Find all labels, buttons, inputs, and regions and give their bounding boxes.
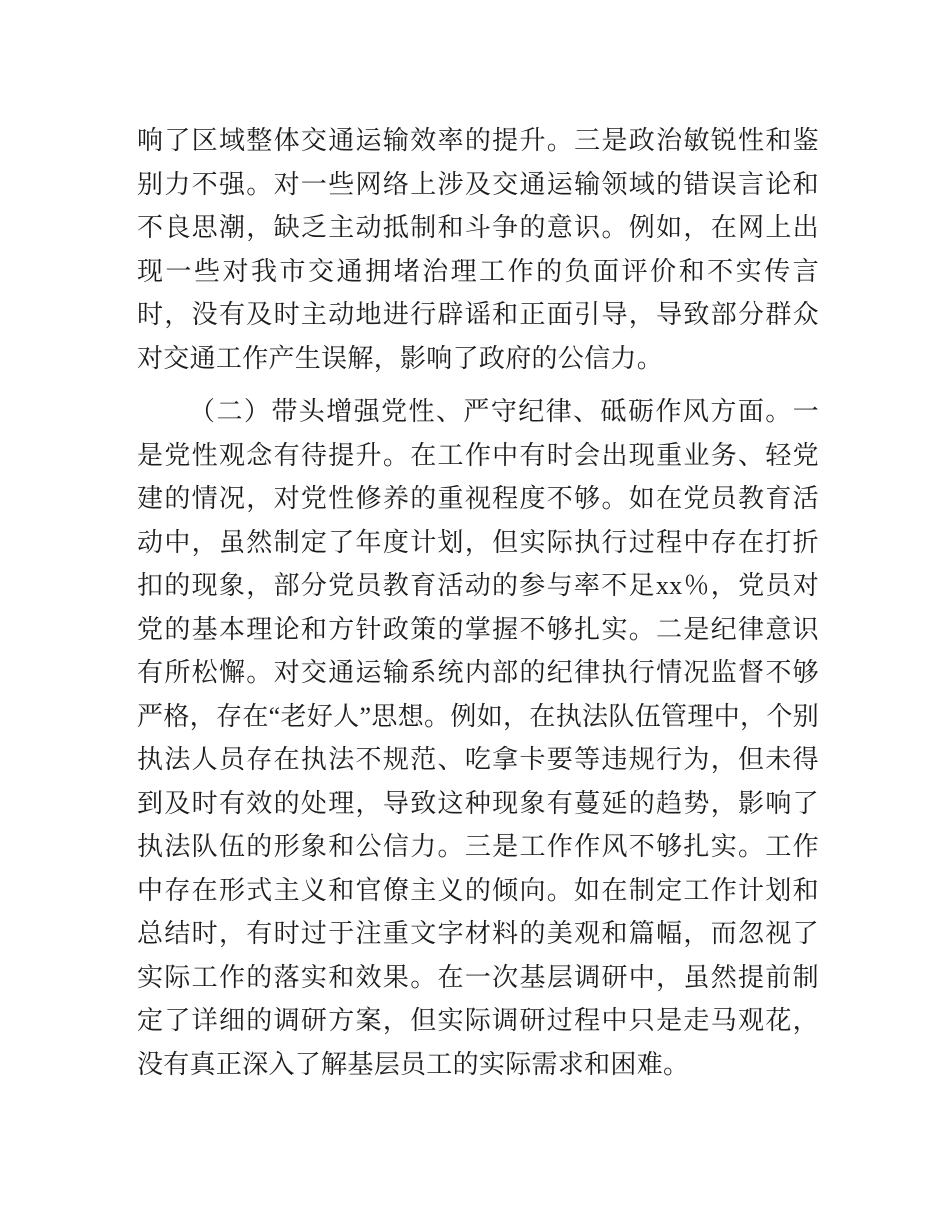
body-paragraph: 响了区域整体交通运输效率的提升。三是政治敏锐性和鉴别力不强。对一些网络上涉及交通运输领域的错误言论和不良思潮，缺乏主动抵制和斗争的意识。例如，在网上出现一些对我市交通拥堵治理工作的负面评价和不实传言时，没有及时主动地进行辟谣和正面引导，导致部分群众对交通工作产生误解，影响了政府的公信力。 [137,126,819,373]
document-body [137,119,819,1086]
body-paragraph: （二）带头增强党性、严守纪律、砥砺作风方面。一是党性观念有待提升。在工作中有时会出现重业务、轻党建的情况，对党性修养的重视程度不够。如在党员教育活动中，虽然制定了年度计划，但实际执行过程中存在打折扣的现象，部分党员教育活动的参与率不足xx％，党员对党的基本理论和方针政策的掌握不够扎实。二是纪律意识有所松懈。对交通运输系统内部的纪律执行情况监督不够严格，存在“老好人”思想。例如，在执法队伍管理中，个别执法人员存在执法不规范、吃拿卡要等违规行为，但未得到及时有效的处理，导致这种现象有蔓延的趋势，影响了执法队伍的形象和公信力。三是工作作风不够扎实。工作中存在形式主义和官僚主义的倾向。如在制定工作计划和总结时，有时过于注重文字材料的美观和篇幅，而忽视了实际工作的落实和效果。在一次基层调研中，虽然提前制定了详细的调研方案，但实际调研过程中只是走马观花，没有真正深入了解基层员工的实际需求和困难。 [137,397,819,1079]
